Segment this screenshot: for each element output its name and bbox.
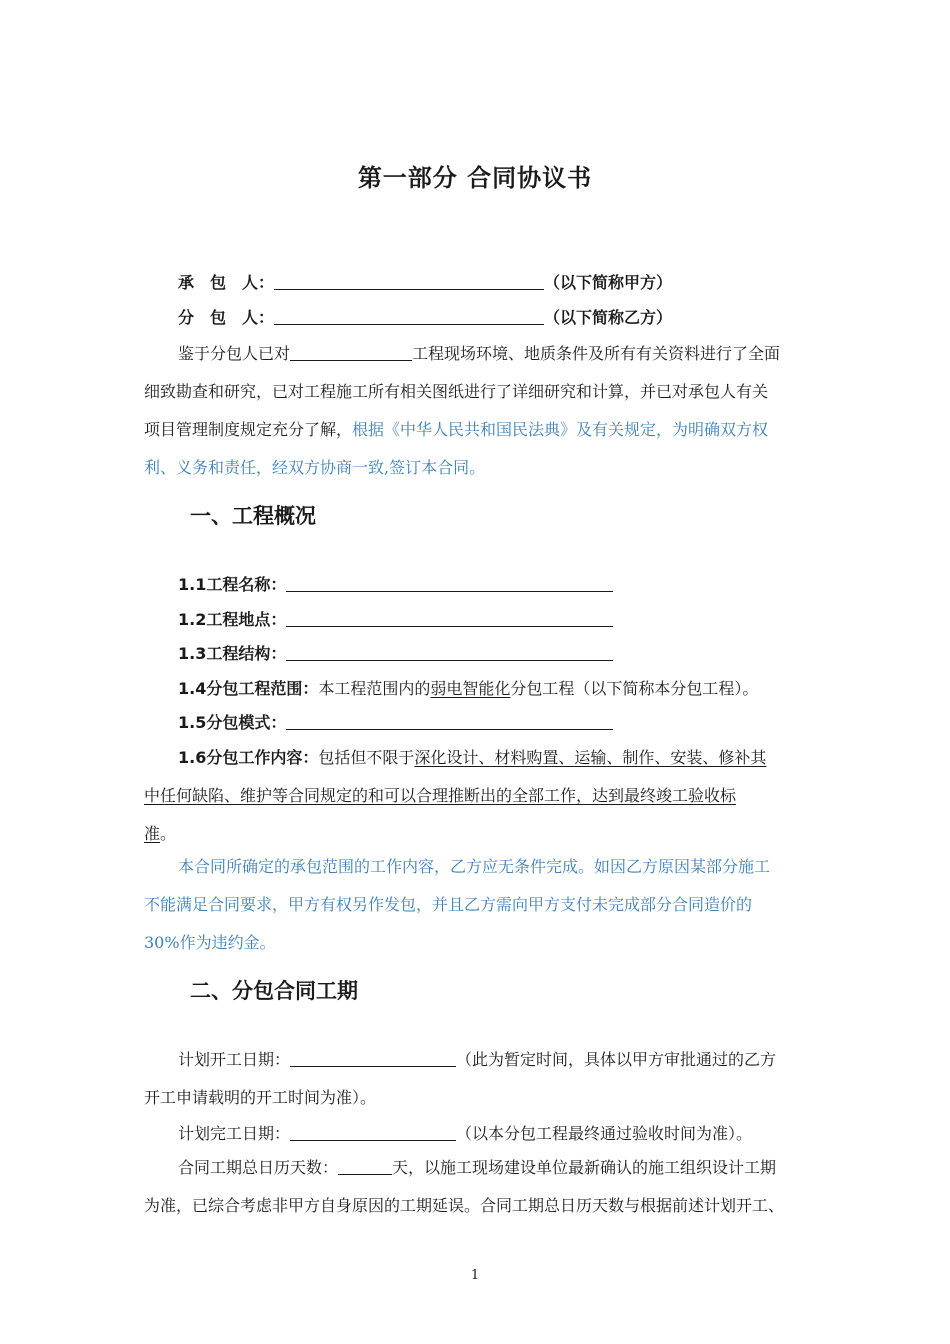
section-1-heading: 一、工程概况 (190, 504, 316, 528)
item-1-6-line-3 (144, 824, 176, 844)
intro-line-2: 细致勘查和研究，已对工程施工所有相关图纸进行了详细研究和计算，并已对承包人有关 (144, 382, 769, 401)
intro-text: 鉴于分包人已对 (178, 344, 291, 363)
project-location-blank[interactable] (286, 610, 613, 627)
total-days-blank[interactable] (338, 1158, 392, 1175)
item-1-1 (178, 575, 613, 595)
start-date-line (178, 1050, 776, 1070)
intro-text: 项目管理制度规定充分了解， (144, 420, 353, 439)
total-days-line (178, 1158, 776, 1178)
end-date-blank[interactable] (290, 1124, 456, 1141)
total-days-line-2: 为准，已综合考虑非甲方自身原因的工期延误。合同工期总日历天数与根据前述计划开工、 (144, 1196, 785, 1215)
total-days-text: 天，以施工现场建设单位最新确认的施工组织设计工期 (392, 1158, 777, 1177)
page-number: 1 (470, 1268, 480, 1283)
item-label: 1.1工程名称： (178, 575, 287, 594)
item-1-5 (178, 713, 613, 733)
start-date-note: （此为暂定时间，具体以甲方审批通过的乙方 (456, 1050, 777, 1069)
intro-text: 工程现场环境、地质条件及所有有关资料进行了全面 (412, 344, 781, 363)
note-line-1: 本合同所确定的承包范围的工作内容，乙方应无条件完成。如因乙方原因某部分施工 (178, 857, 771, 876)
note-line-2: 不能满足合同要求，甲方有权另作发包，并且乙方需向甲方支付未完成部分合同造价的 (144, 895, 753, 914)
intro-project-blank[interactable] (290, 344, 412, 361)
item-text: 包括但不限于 (318, 748, 415, 767)
item-1-2 (178, 610, 613, 630)
subcontract-mode-blank[interactable] (286, 713, 613, 730)
work-content-underlined: 深化设计、材料购置、运输、制作、安装、修补其 (414, 748, 767, 767)
item-text: 分包工程（以下简称本分包工程）。 (510, 679, 759, 698)
party-b-line (178, 308, 672, 328)
party-a-suffix: （以下简称甲方） (544, 273, 673, 292)
total-days-label: 合同工期总日历天数： (178, 1158, 339, 1177)
party-a-line (178, 273, 672, 293)
item-1-6 (178, 748, 766, 768)
section-2-heading: 二、分包合同工期 (190, 979, 358, 1003)
end-date-label: 计划完工日期： (178, 1124, 291, 1143)
item-label: 1.5分包模式： (178, 713, 287, 732)
end-date-note: （以本分包工程最终通过验收时间为准）。 (456, 1124, 753, 1143)
item-text: 。 (160, 824, 177, 843)
start-date-note-line-2: 开工申请载明的开工时间为准）。 (144, 1088, 377, 1107)
intro-legal-basis: 根据《中华人民共和国民法典》及有关规定，为明确双方权 (352, 420, 769, 439)
scope-underlined: 弱电智能化 (430, 679, 511, 698)
item-label: 1.2工程地点： (178, 610, 287, 629)
party-b-suffix: （以下简称乙方） (544, 308, 673, 327)
item-label: 1.4分包工程范围： (178, 679, 319, 698)
party-a-blank[interactable] (274, 273, 544, 290)
item-1-3 (178, 644, 613, 664)
project-structure-blank[interactable] (286, 644, 613, 661)
start-date-label: 计划开工日期： (178, 1050, 291, 1069)
end-date-line (178, 1124, 752, 1144)
item-text: 本工程范围内的 (318, 679, 431, 698)
item-1-6-line-2: 中任何缺陷、维护等合同规定的和可以合理推断出的全部工作，达到最终竣工验收标 (144, 786, 737, 805)
work-content-underlined: 准 (144, 824, 161, 843)
party-b-blank[interactable] (274, 308, 544, 325)
item-1-4 (178, 679, 758, 699)
note-line-3: 30%作为违约金。 (144, 933, 276, 952)
project-name-blank[interactable] (286, 575, 613, 592)
start-date-blank[interactable] (290, 1050, 456, 1067)
intro-line-1 (178, 344, 780, 364)
intro-line-4: 利、义务和责任，经双方协商一致,签订本合同。 (144, 458, 486, 477)
party-a-label: 承 包 人： (178, 273, 275, 292)
item-label: 1.3工程结构： (178, 644, 287, 663)
party-b-label: 分 包 人： (178, 308, 275, 327)
page-title: 第一部分 合同协议书 (357, 164, 593, 192)
intro-line-3 (144, 420, 768, 440)
item-label: 1.6分包工作内容： (178, 748, 319, 767)
